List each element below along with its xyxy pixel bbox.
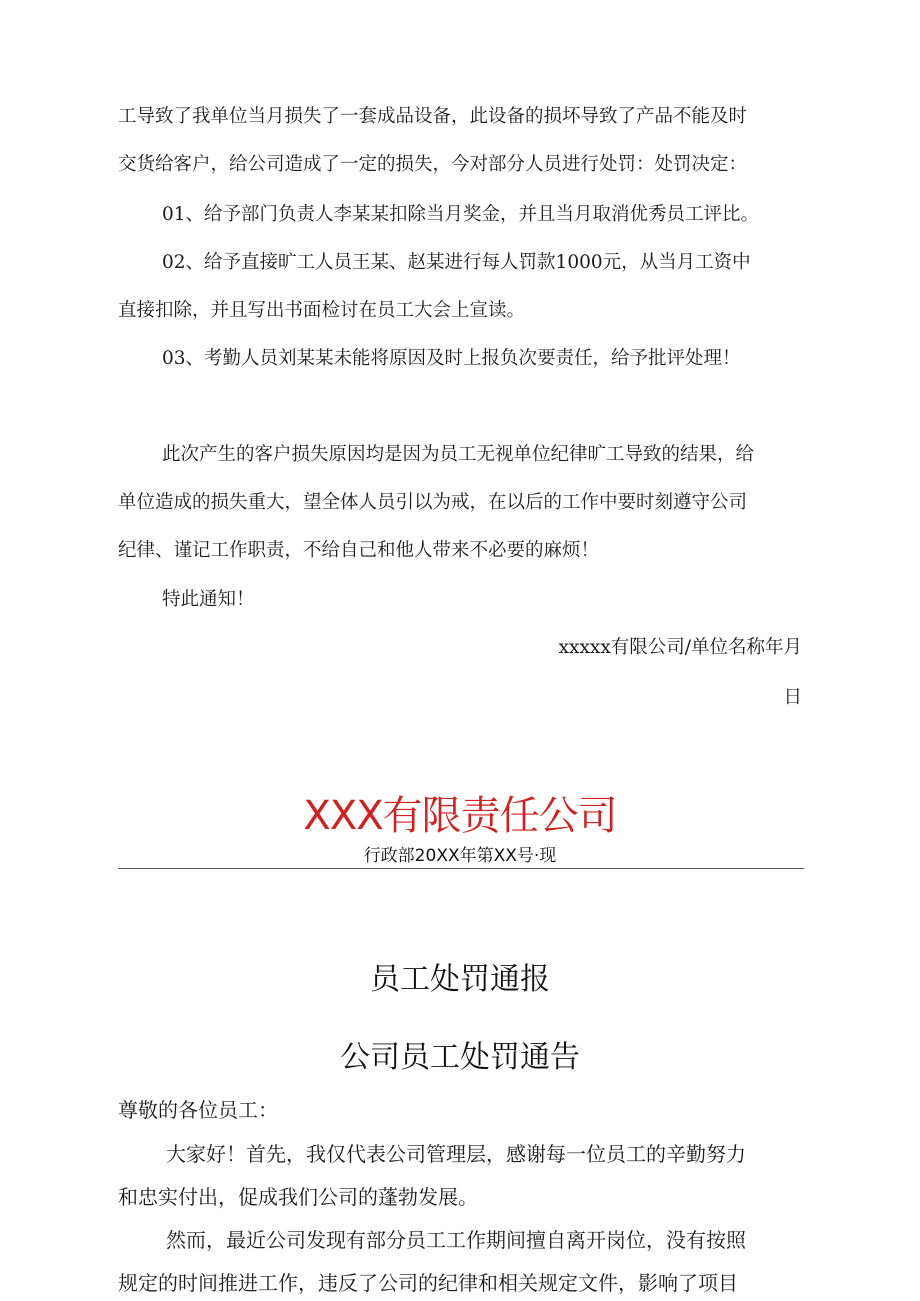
lower-paragraph-1-line-2: 和忠实付出，促成我们公司的蓬勃发展。: [118, 1185, 478, 1209]
document-number: 行政部20XX年第XX号·现: [363, 846, 557, 866]
signature-line-2: 日: [783, 687, 802, 708]
letterhead-divider: [118, 868, 804, 869]
notice-title: 员工处罚通报: [370, 962, 550, 997]
notice-closing: 特此通知！: [162, 589, 255, 610]
company-name-heading: XXX有限责任公司: [303, 793, 617, 839]
conclusion-line-2: 单位造成的损失重大，望全体人员引以为戒，在以后的工作中要时刻遵守公司: [118, 492, 748, 513]
decision-02-line-1: 02、给予直接旷工人员王某、赵某进行每人罚款1000元，从当月工资中: [162, 252, 751, 273]
decision-02-line-2: 直接扣除，并且写出书面检讨在员工大会上宣读。: [118, 300, 526, 321]
paragraph-1-line-1: 工导致了我单位当月损失了一套成品设备，此设备的损坏导致了产品不能及时: [118, 106, 748, 127]
conclusion-line-1: 此次产生的客户损失原因均是因为员工无视单位纪律旷工导致的结果，给: [162, 444, 755, 465]
paragraph-1-line-2: 交货给客户，给公司造成了一定的损失，今对部分人员进行处罚：处罚决定：: [118, 154, 748, 175]
conclusion-line-3: 纪律、谨记工作职责，不给自己和他人带来不必要的麻烦！: [118, 540, 600, 561]
decision-01: 01、给予部门负责人李某某扣除当月奖金，并且当月取消优秀员工评比。: [162, 204, 760, 225]
salutation: 尊敬的各位员工：: [118, 1098, 278, 1122]
lower-paragraph-1-line-1: 大家好！首先，我仅代表公司管理层，感谢每一位员工的辛勤努力: [166, 1142, 746, 1166]
decision-03: 03、考勤人员刘某某未能将原因及时上报负次要责任，给予批评处理！: [162, 348, 741, 369]
lower-paragraph-2-line-1: 然而，最近公司发现有部分员工工作期间擅自离开岗位，没有按照: [166, 1228, 746, 1252]
signature-line-1: xxxxx有限公司/单位名称年月: [558, 637, 802, 658]
lower-paragraph-2-line-2: 规定的时间推进工作，违反了公司的纪律和相关规定文件，影响了项目: [118, 1271, 738, 1295]
notice-subtitle: 公司员工处罚通告: [340, 1040, 580, 1075]
